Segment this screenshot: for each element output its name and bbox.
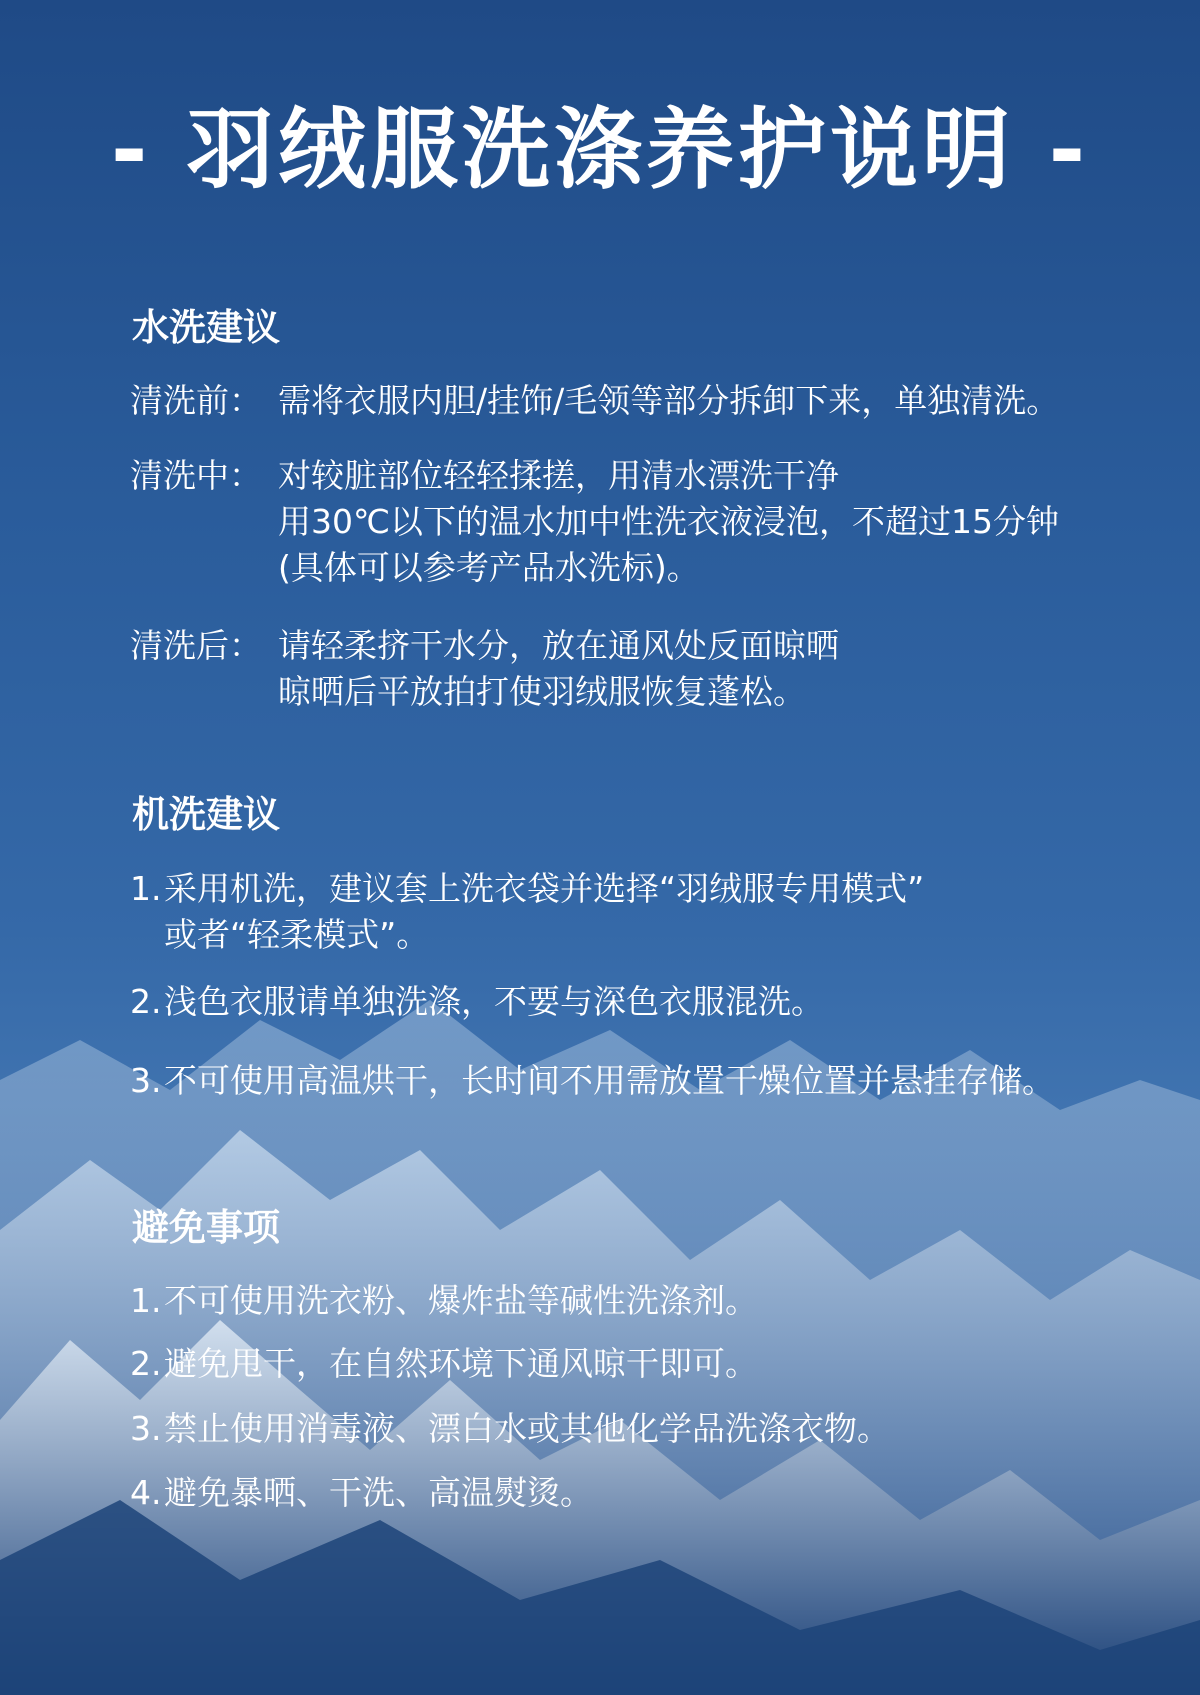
item-text: 采用机洗，建议套上洗衣袋并选择“羽绒服专用模式”	[164, 869, 925, 908]
row-text: 晾晒后平放拍打使羽绒服恢复蓬松。	[278, 672, 806, 711]
item-number: 1.	[130, 1281, 162, 1320]
row-text: 用30℃以下的温水加中性洗衣液浸泡，不超过15分钟	[278, 502, 1060, 541]
item-number: 2.	[130, 982, 162, 1021]
item-text: 避免暴晒、干洗、高温熨烫。	[164, 1473, 593, 1512]
section-title-avoid: 避免事项	[132, 1206, 280, 1249]
row-text: 需将衣服内胆/挂饰/毛领等部分拆卸下来，单独清洗。	[278, 381, 1060, 420]
item-text: 浅色衣服请单独洗涤，不要与深色衣服混洗。	[164, 982, 824, 1021]
section-title-hand-wash: 水洗建议	[132, 306, 280, 349]
row-text: (具体可以参考产品水洗标)。	[278, 548, 700, 587]
item-number: 2.	[130, 1344, 162, 1383]
row-text: 请轻柔挤干水分，放在通风处反面晾晒	[278, 626, 839, 665]
section-title-machine-wash: 机洗建议	[132, 793, 280, 836]
page-title: - 羽绒服洗涤养护说明 -	[110, 98, 1090, 201]
item-text: 不可使用高温烘干，长时间不用需放置干燥位置并悬挂存储。	[164, 1061, 1055, 1100]
row-label: 清洗前：	[130, 381, 262, 420]
row-text: 对较脏部位轻轻揉搓，用清水漂洗干净	[278, 456, 839, 495]
item-number: 3.	[130, 1061, 162, 1100]
row-label: 清洗中：	[130, 456, 262, 495]
item-text: 或者“轻柔模式”。	[164, 915, 430, 954]
item-text: 不可使用洗衣粉、爆炸盐等碱性洗涤剂。	[164, 1281, 758, 1320]
item-number: 1.	[130, 869, 162, 908]
item-text: 避免甩干，在自然环境下通风晾干即可。	[164, 1344, 758, 1383]
item-number: 3.	[130, 1409, 162, 1448]
item-number: 4.	[130, 1473, 162, 1512]
row-label: 清洗后：	[130, 626, 262, 665]
item-text: 禁止使用消毒液、漂白水或其他化学品洗涤衣物。	[164, 1409, 890, 1448]
